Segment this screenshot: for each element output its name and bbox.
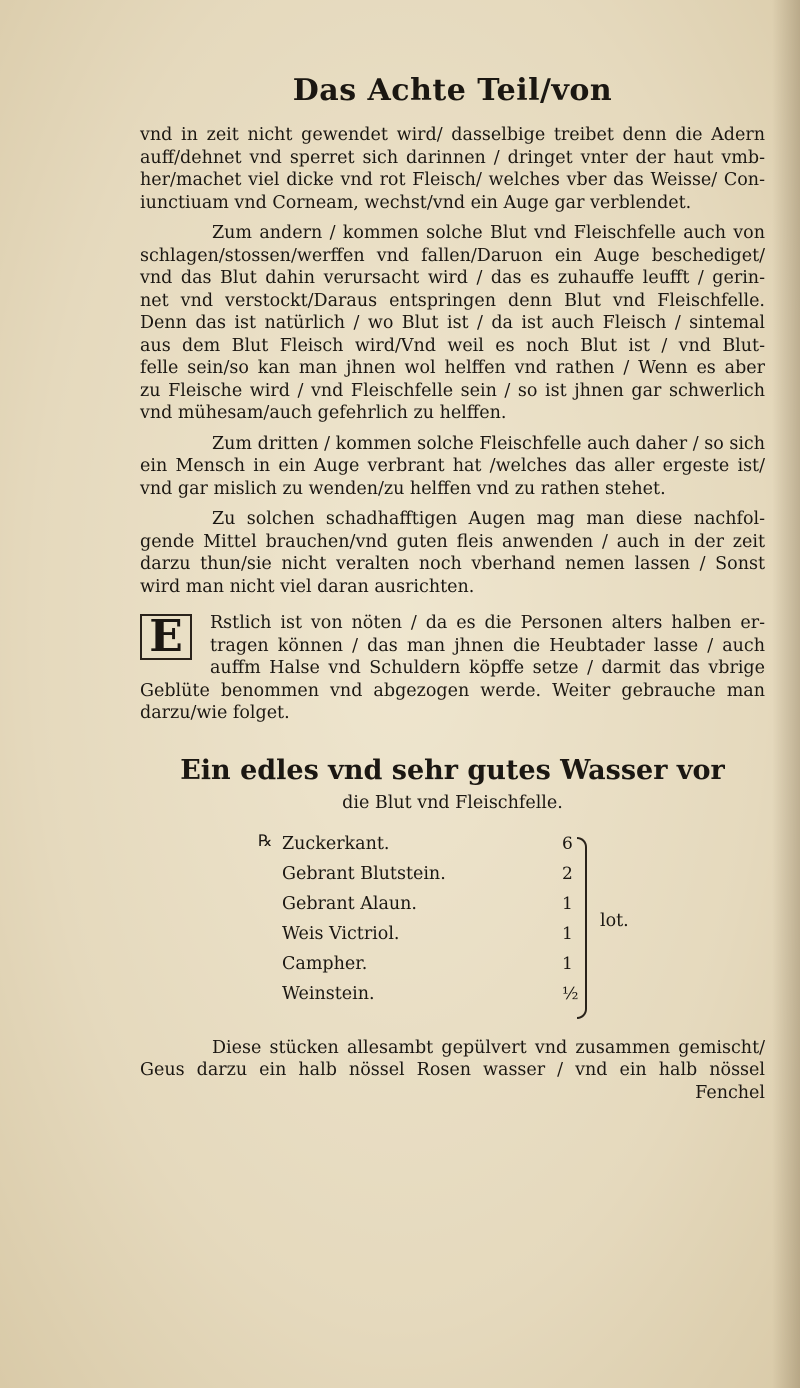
ingredient-qty: 1 <box>562 893 573 914</box>
text-line: schlagen/stossen/werffen vnd fallen/Daruon ein Auge beschediget/ <box>140 245 765 266</box>
text-line: Zum dritten / kommen solche Fleischfelle auch daher / so sich <box>212 433 765 454</box>
text-line: felle sein/so kan man jhnen wol helffen vnd rathen / Wenn es aber <box>140 358 765 378</box>
catchword: Fenchel <box>695 1082 765 1103</box>
ingredient-name: Weis Victriol. <box>282 923 400 944</box>
text-line: Rstlich ist von nöten / da es die Personen alters halben er- <box>210 613 765 633</box>
text-line: Zum andern / kommen solche Blut vnd Fleischfelle auch von <box>212 223 765 243</box>
ingredient-name: Gebrant Blutstein. <box>282 863 446 884</box>
paragraph-1 <box>140 124 765 214</box>
recipe-list <box>140 829 765 1029</box>
text-line: vnd das Blut dahin verursacht wird / das es zuhauffe leufft / gerin- <box>140 268 765 288</box>
ingredient-name: Zuckerkant. <box>282 833 390 854</box>
ingredient-name: Weinstein. <box>282 983 375 1004</box>
closing-paragraph <box>140 1037 765 1082</box>
text-line: iunctiuam vnd Corneam, wechst/vnd ein Auge gar verblendet. <box>140 192 692 213</box>
text-block <box>140 72 765 1104</box>
text-line: aus dem Blut Fleisch wird/Vnd weil es noch Blut ist / vnd Blut- <box>140 335 765 356</box>
recipe-subheading: die Blut vnd Fleischfelle. <box>342 792 563 813</box>
ingredient-qty: 1 <box>562 953 573 974</box>
ingredient-qty: 1 <box>562 923 573 944</box>
paragraph-5 <box>140 612 765 725</box>
text-line: gende Mittel brauchen/vnd guten fleis anwenden / auch in der zeit <box>140 531 765 552</box>
text-line: her/machet viel dicke vnd rot Fleisch/ welches vber das Weisse/ Con- <box>140 170 765 190</box>
ingredient-name: Campher. <box>282 953 368 974</box>
ingredient-qty: 6 <box>562 833 573 854</box>
ingredient-qty: ½ <box>562 983 579 1004</box>
text-line: Denn das ist natürlich / wo Blut ist / da ist auch Fleisch / sintemal <box>140 313 765 333</box>
recipe-unit: lot. <box>600 910 629 931</box>
text-line: Geus darzu ein halb nössel Rosen wasser / vnd ein halb nössel <box>140 1060 765 1080</box>
curly-brace-icon <box>577 837 587 1019</box>
decorated-initial: E <box>140 614 192 660</box>
text-line: net vnd verstockt/Daraus entspringen denn Blut vnd Fleischfelle. <box>140 290 765 311</box>
text-line: wird man nicht viel daran ausrichten. <box>140 576 475 597</box>
text-line: vnd in zeit nicht gewendet wird/ dasselbige treibet denn die Adern <box>140 125 765 145</box>
paragraph-4 <box>140 508 765 598</box>
text-line: darzu/wie folget. <box>140 703 290 723</box>
ingredient-name: Gebrant Alaun. <box>282 893 417 914</box>
recipe-symbol: ℞ <box>258 830 273 850</box>
text-line: ein Mensch in ein Auge verbrant hat /welches das aller ergeste ist/ <box>140 456 765 476</box>
paragraph-2 <box>140 222 765 425</box>
text-line: Geblüte benommen vnd abgezogen werde. Weiter gebrauche man <box>140 680 765 701</box>
text-line: auffm Halse vnd Schuldern köpffe setze / darmit das vbrige <box>210 658 765 678</box>
text-line: darzu thun/sie nicht veralten noch vberhand nemen lassen / Sonst <box>140 554 765 574</box>
recipe-heading: Ein edles vnd sehr gutes Wasser vor <box>180 754 725 786</box>
text-line: vnd mühesam/auch gefehrlich zu helffen. <box>140 403 507 423</box>
text-line: vnd gar mislich zu wenden/zu helffen vnd zu rathen stehet. <box>140 478 666 499</box>
text-line: Diese stücken allesambt gepülvert vnd zusammen gemischt/ <box>212 1037 765 1058</box>
paragraph-3 <box>140 433 765 501</box>
text-line: auff/dehnet vnd sperret sich darinnen / dringet vnter der haut vmb- <box>140 147 765 168</box>
page-edge-shadow <box>772 0 800 1388</box>
text-line: Zu solchen schadhafftigen Augen mag man diese nachfol- <box>212 509 765 529</box>
running-head: Das Achte Teil/von <box>292 73 613 108</box>
ingredient-qty: 2 <box>562 863 573 884</box>
text-line: tragen können / das man jhnen die Heubtader lasse / auch <box>210 635 765 656</box>
text-line: zu Fleische wird / vnd Fleischfelle sein / so ist jhnen gar schwerlich <box>140 380 765 401</box>
